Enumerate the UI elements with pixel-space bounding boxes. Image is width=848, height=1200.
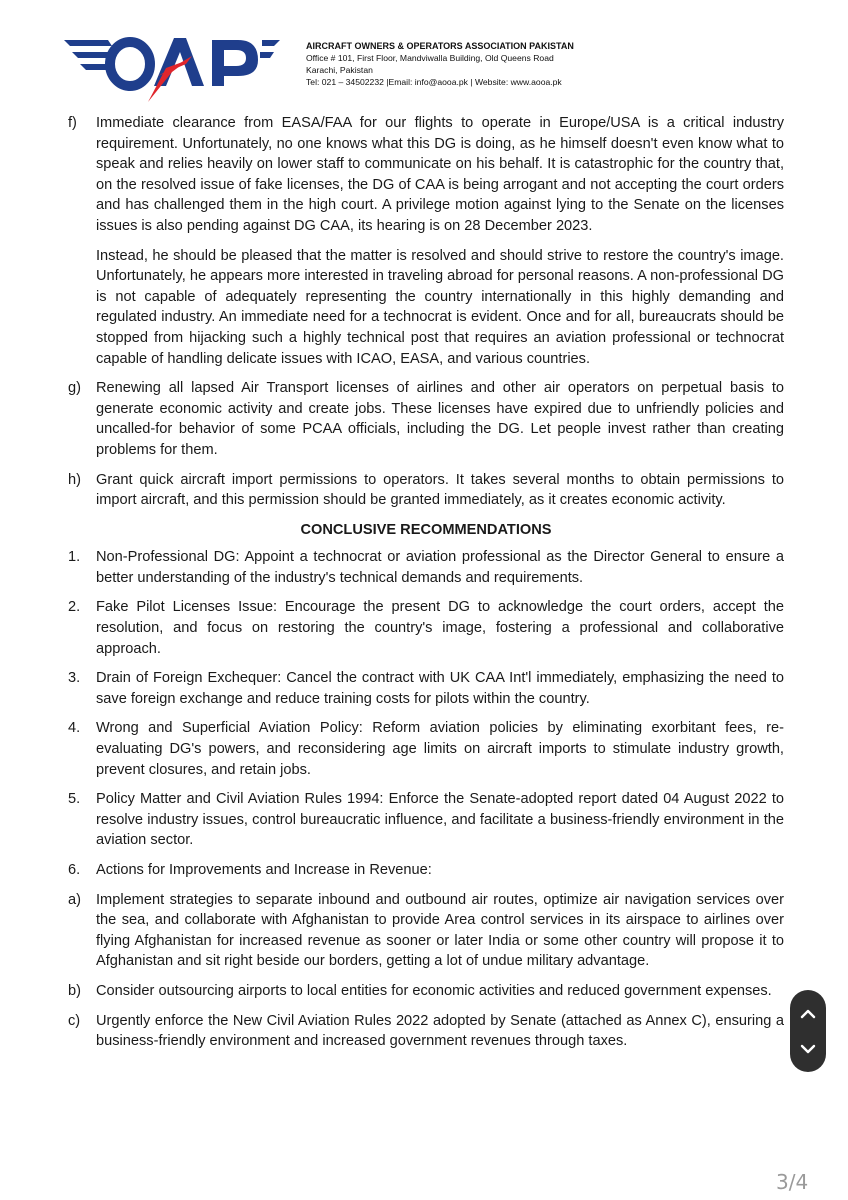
- list-label: 5.: [68, 791, 81, 808]
- list-label: b): [68, 982, 81, 999]
- sub-action-item: [68, 1011, 784, 1052]
- list-text: Urgently enforce the New Civil Aviation Rules 2022 adopted by Senate (attached as Annex C), ensuring a business-friendly environment and increased government revenues through taxes.: [96, 1012, 784, 1050]
- section-heading: CONCLUSIVE RECOMMENDATIONS: [300, 521, 552, 538]
- list-text: Wrong and Superficial Aviation Policy: Reform aviation policies by eliminating exorbitant fees, re-evaluating DG's powers, and reconsidering age limits on aircraft imports to stimulate industry growth, prevent closures, and retain jobs.: [96, 720, 784, 778]
- sub-action-item: [68, 890, 784, 972]
- recommendation-item: [68, 718, 784, 780]
- list-text: Immediate clearance from EASA/FAA for our flights to operate in Europe/USA is a critical industry requirement. Unfortunately, no one knows what this DG is doing, as he himself doesn't even know what to speak and relies heavily on lower staff to communicate on his behalf. It is catastrophic for the country that, on the resolved issue of fake licenses, the DG of CAA is being arrogant and not accepting the court orders and has challenged them in the high court. A privilege motion against lying to the Senate on the licenses issues is also pending against DG CAA, its hearing is on 28 December 2023.: [96, 115, 784, 234]
- list-text: Policy Matter and Civil Aviation Rules 1994: Enforce the Senate-adopted report dated 04 August 2022 to resolve industry issues, control bureaucratic influence, and facilitate a business-friendly environment in the aviation sector.: [96, 791, 784, 849]
- list-text: Consider outsourcing airports to local entities for economic activities and reduced government expenses.: [96, 982, 772, 999]
- list-text: Grant quick aircraft import permissions to operators. It takes several months to obtain permissions to import aircraft, and this permission should be granted immediately, as it creates economic activity.: [96, 471, 784, 509]
- list-label: 1.: [68, 549, 81, 566]
- aoap-logo-icon: [62, 30, 282, 110]
- list-text: Non-Professional DG: Appoint a technocrat or aviation professional as the Director General to ensure a better understanding of the industry's technical demands and requirements.: [96, 549, 784, 586]
- chevron-up-icon[interactable]: [796, 1002, 820, 1026]
- list-label: 2.: [68, 599, 81, 616]
- list-text: Actions for Improvements and Increase in Revenue:: [96, 862, 432, 878]
- list-item-g: [68, 378, 784, 460]
- organization-info: [306, 40, 574, 88]
- recommendation-item: [68, 668, 784, 709]
- list-text: Renewing all lapsed Air Transport licenses of airlines and other air operators on perpetual basis to generate economic activity and create jobs. These licenses have expired due to unfriendly policies and uncalled-for behavior of some PCAA officials, including the DG. Let people invest rather than creating problems for them.: [96, 380, 784, 458]
- recommendation-item: [68, 789, 784, 851]
- list-text: Drain of Foreign Exchequer: Cancel the contract with UK CAA Int'l immediately, emphasizing the need to save foreign exchange and reduce training costs for pilots within the country.: [96, 670, 784, 707]
- list-item-f: [68, 113, 784, 237]
- list-label: 4.: [68, 720, 81, 737]
- address-line-2: Karachi, Pakistan: [306, 65, 373, 75]
- list-label: a): [68, 891, 81, 908]
- list-label: 6.: [68, 862, 81, 878]
- list-item-h: [68, 470, 784, 511]
- address-line-1: Office # 101, First Floor, Mandviwalla Building, Old Queens Road: [306, 53, 554, 63]
- sub-action-item: [68, 981, 784, 1002]
- organization-name: AIRCRAFT OWNERS & OPERATORS ASSOCIATION PAKISTAN: [306, 41, 574, 51]
- list-label: f): [68, 115, 77, 131]
- chevron-down-icon[interactable]: [796, 1037, 820, 1061]
- list-label: h): [68, 471, 81, 488]
- letterhead: [0, 0, 848, 112]
- contact-line: Tel: 021 – 34502232 |Email: info@aooa.pk | Website: www.aooa.pk: [306, 77, 562, 87]
- list-label: 3.: [68, 670, 81, 687]
- page-scroll-control: [790, 990, 826, 1072]
- list-text: Implement strategies to separate inbound and outbound air routes, optimize air navigation services over the sea, and collaborate with Afghanistan to provide Area control services in its airspace to airlines over flying Afghanistan for increased revenue as sooner or later India or some other country will propose it to Afghanistan and sit right beside our borders, getting a lot of undue military advantage.: [96, 891, 784, 970]
- list-label: g): [68, 380, 81, 397]
- paragraph-continuation: Instead, he should be pleased that the matter is resolved and should strive to restore the country's image. Unfortunately, he appears more interested in traveling abroad for personal reasons. A non-professional DG is not capable of adequately representing the country internationally in this highly demanding and regulated industry. An immediate need for a technocrat is evident. Once and for all, bureaucrats should be stopped from hijacking such a highly technical post that requires an aviation professional or technocrat capable of handling delicate issues with ICAO, EASA, and various countries.: [96, 247, 784, 367]
- recommendation-item: [68, 860, 784, 881]
- recommendation-item: [68, 597, 784, 659]
- page-indicator: 3/4: [776, 1170, 809, 1194]
- document-body: [68, 113, 784, 1061]
- list-text: Fake Pilot Licenses Issue: Encourage the present DG to acknowledge the court orders, accept the resolution, and focus on restoring the country's image, fostering a professional and collaborative approach.: [96, 599, 784, 657]
- recommendation-item: [68, 547, 784, 588]
- list-label: c): [68, 1012, 81, 1029]
